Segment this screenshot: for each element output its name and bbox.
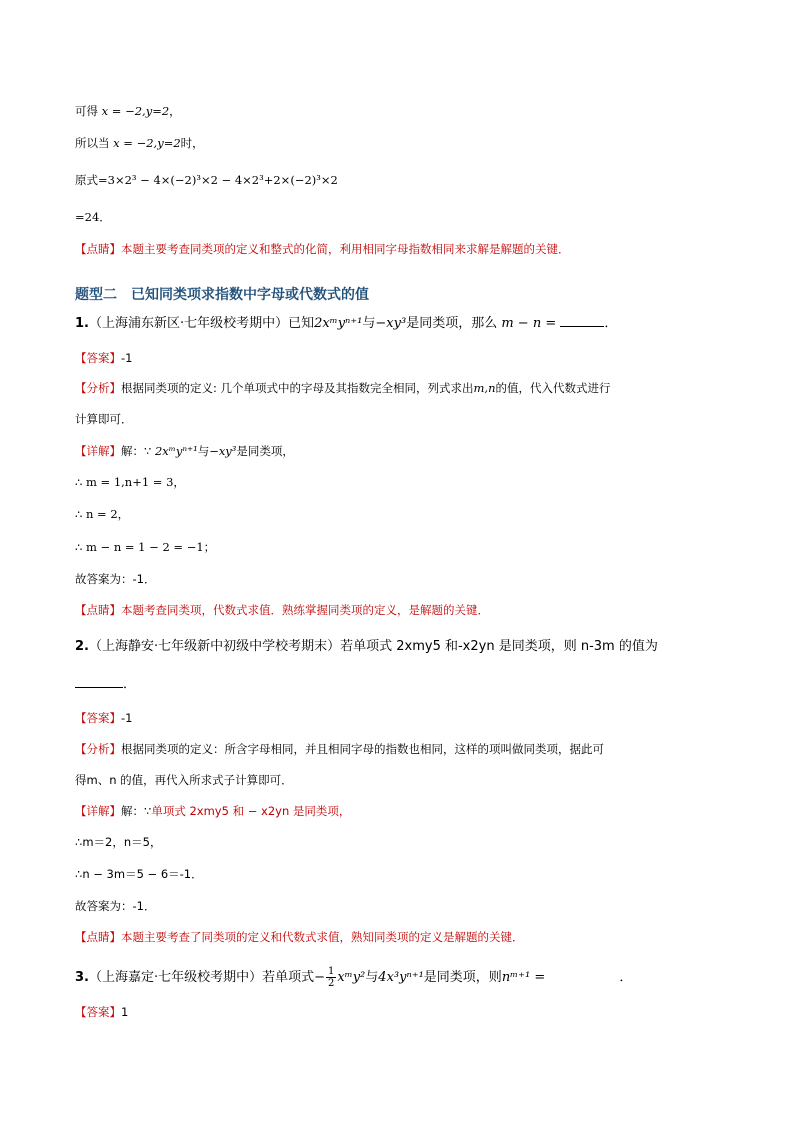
math-term: 4x³yⁿ⁺¹ xyxy=(378,970,424,985)
comment-text: 本题主要考查同类项的定义和整式的化简，利用相同字母指数相同来求解是解题的关键． xyxy=(121,242,570,256)
detail-tag: 【详解】 xyxy=(75,444,121,458)
analysis-line-2: 计算即可． xyxy=(75,412,133,426)
comment-text: 本题考查同类项，代数式求值．熟练掌握同类项的定义，是解题的关键． xyxy=(121,603,489,617)
comment-line xyxy=(75,929,524,945)
comment-line xyxy=(75,602,489,618)
solution-line-3: 原式=3×2³ − 4×(−2)³×2 − 4×2³+2×(−2)³×2 xyxy=(75,173,338,187)
solution-line-2 xyxy=(75,135,204,151)
text: 根据同类项的定义: 几个单项式中的字母及其指数完全相同，列式求出 xyxy=(121,381,474,395)
comment-text: 本题主要考查了同类项的定义和代数式求值，熟知同类项的定义是解题的关键． xyxy=(121,930,524,944)
text: 时， xyxy=(180,136,204,150)
question-number: 2. xyxy=(75,639,89,654)
text: 所以当 xyxy=(75,136,110,150)
answer-value: -1 xyxy=(121,711,133,725)
question-number: 3. xyxy=(75,970,89,985)
answer-blank[interactable] xyxy=(75,675,123,688)
question-1 xyxy=(75,314,617,332)
text: 与 xyxy=(365,970,379,985)
step-1: ∴m＝2，n＝5， xyxy=(75,835,162,849)
text: 与 xyxy=(197,444,210,458)
section-heading: 题型二 已知同类项求指数中字母或代数式的值 xyxy=(75,287,369,303)
comment-tag: 【点睛】 xyxy=(75,242,121,256)
question-2-blank xyxy=(75,675,136,693)
text: 是同类项， xyxy=(236,444,294,458)
math-expr: x = −2,y=2 xyxy=(101,104,170,118)
text: 解：∵ xyxy=(121,804,152,818)
conclusion: 故答案为：-1． xyxy=(75,572,156,586)
math-expr: nᵐ⁺¹ = xyxy=(501,970,546,985)
math-term: −xy³ xyxy=(209,444,237,458)
comment-line xyxy=(75,241,570,257)
answer-line xyxy=(75,710,132,726)
math-term: xᵐy² xyxy=(337,970,366,985)
math-vars: m,n xyxy=(473,381,496,395)
question-number: 1. xyxy=(75,316,89,331)
fraction xyxy=(326,966,336,989)
analysis-tag: 【分析】 xyxy=(75,742,121,756)
text: 是同类项，则 xyxy=(423,970,502,985)
step-2: ∴ n = 2， xyxy=(75,507,130,521)
analysis-line-2: 得m、n 的值，再代入所求式子计算即可． xyxy=(75,773,293,787)
detail-red-text: 单项式 2xmy5 和 − x2yn 是同类项， xyxy=(151,804,351,818)
answer-tag: 【答案】 xyxy=(75,711,121,725)
text: （上海浦东新区·七年级校考期中）已知 xyxy=(88,316,315,331)
text: （上海嘉定·七年级校考期中）若单项式 xyxy=(88,970,315,985)
answer-blank[interactable] xyxy=(560,314,604,327)
analysis-line-1 xyxy=(75,741,604,757)
answer-line xyxy=(75,350,132,366)
detail-line xyxy=(75,803,350,819)
conclusion: 故答案为：-1． xyxy=(75,899,156,913)
comment-tag: 【点睛】 xyxy=(75,930,121,944)
question-2 xyxy=(75,639,658,655)
answer-line xyxy=(75,1004,128,1020)
fraction-denominator: 2 xyxy=(328,978,335,989)
solution-line-4: =24． xyxy=(75,210,111,224)
math-term: 2xᵐyⁿ⁺¹ xyxy=(154,444,198,458)
text: ， xyxy=(169,104,181,118)
step-1: ∴ m = 1,n+1 = 3， xyxy=(75,475,185,489)
text: 解：∵ xyxy=(121,444,152,458)
text: 的值，代入代数式进行 xyxy=(495,381,611,395)
detail-line xyxy=(75,443,294,459)
text: 与 xyxy=(362,316,376,331)
comment-tag: 【点睛】 xyxy=(75,603,121,617)
text: 根据同类项的定义：所含字母相同，并且相同字母的指数也相同，这样的项叫做同类项，据此可 xyxy=(121,742,604,756)
math-term: −xy³ xyxy=(375,316,407,331)
step-2: ∴n − 3m＝5 − 6＝-1． xyxy=(75,867,203,881)
analysis-tag: 【分析】 xyxy=(75,381,121,395)
minus-sign: − xyxy=(314,970,326,985)
math-expr: m − n = xyxy=(501,316,557,331)
text: ． xyxy=(619,970,633,985)
text: （上海静安·七年级新中初级中学校考期末）若单项式 2xmy5 和-x2yn 是同类项，则 n-3m 的值为 xyxy=(88,639,658,654)
fraction-numerator: 1 xyxy=(328,966,335,977)
answer-value: -1 xyxy=(121,351,133,365)
text: 可得 xyxy=(75,104,98,118)
text: 是同类项，那么 xyxy=(406,316,498,331)
answer-value: 1 xyxy=(121,1005,129,1019)
step-3: ∴ m − n = 1 − 2 = −1； xyxy=(75,540,216,554)
solution-line-1 xyxy=(75,103,181,119)
text: ． xyxy=(604,316,618,331)
answer-tag: 【答案】 xyxy=(75,1005,121,1019)
math-expr: x = −2,y=2 xyxy=(113,136,181,150)
detail-tag: 【详解】 xyxy=(75,804,121,818)
math-term: 2xᵐyⁿ⁺¹ xyxy=(314,316,363,331)
answer-tag: 【答案】 xyxy=(75,351,121,365)
question-3 xyxy=(75,966,632,989)
text: ． xyxy=(123,677,137,692)
analysis-line-1 xyxy=(75,380,611,396)
